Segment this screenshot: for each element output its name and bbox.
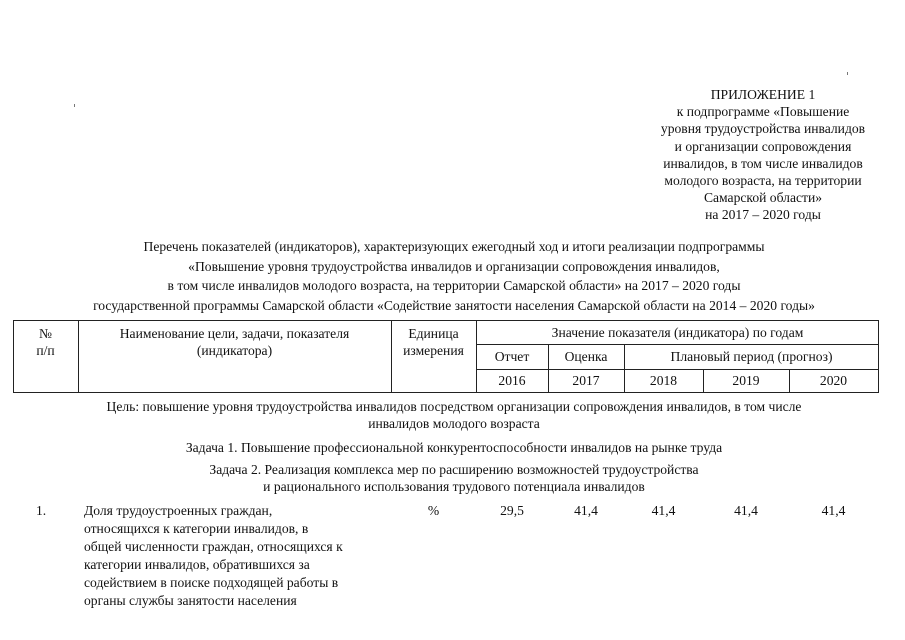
header-year-2019: 2019 (732, 373, 760, 388)
appendix-block (628, 86, 898, 224)
appendix-line: уровня трудоустройства инвалидов (660, 121, 866, 137)
row-number: 1. (36, 503, 47, 518)
goal-text (14, 398, 894, 432)
row-name-line: относящихся к категории инвалидов, в (84, 521, 309, 536)
task-1: Задача 1. Повышение профессиональной конкурентоспособности инвалидов на рынке труда (185, 440, 723, 455)
goal-line2: инвалидов молодого возраста (368, 416, 540, 431)
task-2-line2: и рационального использования трудового потенциала инвалидов (263, 479, 645, 494)
header-num (13, 325, 78, 359)
header-year-2020: 2020 (819, 373, 848, 388)
row-name-line: общей численности граждан, относящихся к (84, 539, 343, 554)
header-year-2016: 2016 (498, 373, 526, 388)
row-value-2020: 41,4 (821, 503, 846, 518)
scan-speck (847, 72, 848, 75)
title-line: государственной программы Самарской области «Содействие занятости населения Самарской области на 2014 – 2020 годы» (93, 297, 815, 313)
header-unit-line1: Единица (408, 326, 459, 341)
header-name-line2: (индикатора) (196, 343, 273, 358)
header-name-line1: Наименование цели, задачи, показателя (119, 326, 350, 341)
table-border-sub (476, 344, 879, 345)
header-report: Отчет (494, 349, 530, 364)
header-num-line1: № (39, 326, 52, 341)
table-border-bottom (13, 392, 879, 393)
row-name-line: категории инвалидов, обратившихся за (84, 557, 310, 572)
title-line: в том числе инвалидов молодого возраста, на территории Самарской области» на 2017 – 2020 годы (167, 278, 741, 294)
header-values-title: Значение показателя (индикатора) по годам (551, 325, 804, 340)
row-value-2016: 29,5 (500, 503, 524, 518)
task-2 (14, 461, 894, 495)
title-line: «Повышение уровня трудоустройства инвалидов и организации сопровождения инвалидов, (188, 258, 720, 274)
table-border-years (476, 369, 879, 370)
header-unit-line2: измерения (403, 343, 464, 358)
header-name (78, 325, 391, 359)
header-year-2017: 2017 (572, 373, 600, 388)
document-title (14, 237, 894, 315)
table-border-top (13, 320, 879, 321)
title-line: Перечень показателей (индикаторов), характеризующих ежегодный ход и итоги реализации подпрограммы (143, 239, 765, 254)
appendix-line: и организации сопровождения (674, 138, 852, 154)
goal-line1: Цель: повышение уровня трудоустройства инвалидов посредством организации сопровождения инвалидов, в том числе (106, 399, 802, 414)
row-unit: % (427, 503, 440, 518)
indicator-table-header (13, 320, 879, 393)
appendix-line: инвалидов, в том числе инвалидов (663, 155, 863, 171)
header-estimate: Оценка (564, 349, 608, 364)
header-plan: Плановый период (прогноз) (670, 349, 833, 364)
header-num-line2: п/п (36, 343, 55, 358)
appendix-line: молодого возраста, на территории (664, 173, 862, 189)
appendix-line: на 2017 – 2020 годы (705, 207, 821, 223)
appendix-line: к подпрограмме «Повышение (676, 104, 850, 120)
row-value-2018: 41,4 (651, 503, 676, 518)
scan-speck (74, 104, 75, 107)
row-value-2019: 41,4 (734, 503, 758, 518)
appendix-line: Самарской области» (703, 190, 823, 206)
task-2-line1: Задача 2. Реализация комплекса мер по расширению возможностей трудоустройства (209, 462, 699, 477)
row-name-line: содействием в поиске подходящей работы в (84, 575, 339, 590)
row-value-2017: 41,4 (574, 503, 598, 518)
row-name-line: органы службы занятости населения (84, 593, 297, 608)
row-name-line: Доля трудоустроенных граждан, (84, 503, 273, 518)
row-indicator-name (84, 502, 384, 610)
header-year-2018: 2018 (649, 373, 678, 388)
appendix-title: ПРИЛОЖЕНИЕ 1 (710, 87, 816, 102)
header-unit (391, 325, 476, 359)
